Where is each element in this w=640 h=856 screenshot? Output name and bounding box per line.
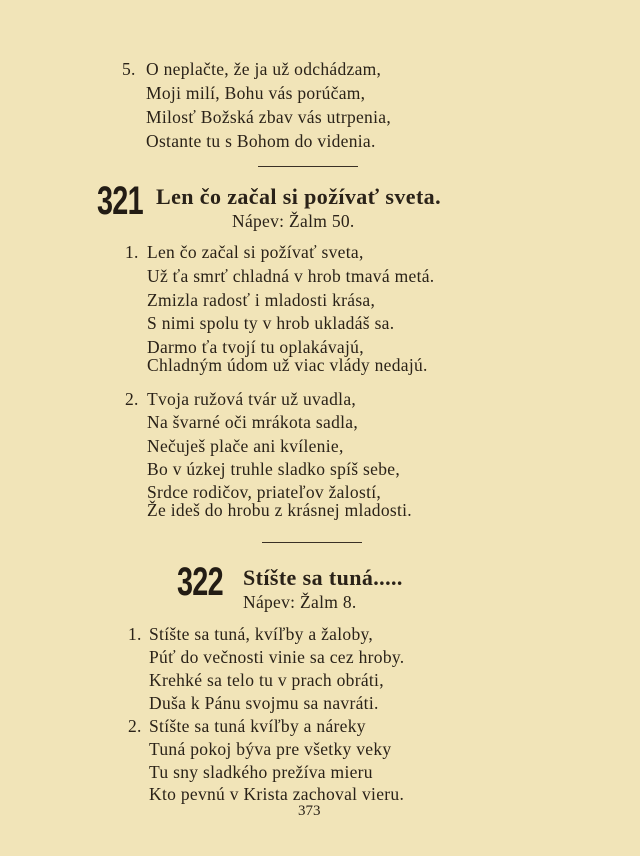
verse-line: Chladným údom už viac vlády nedajú. xyxy=(147,355,428,375)
verse-line: Už ťa smrť chladná v hrob tmavá metá. xyxy=(147,266,435,286)
verse-line: Tvoja ružová tvár už uvadla, xyxy=(147,389,357,409)
verse-line: Tuná pokoj býva pre všetky veky xyxy=(149,739,392,759)
verse-line: Tu sny sladkého prežíva mieru xyxy=(149,762,373,782)
verse-line: Krehké sa telo tu v prach obráti, xyxy=(149,670,384,690)
verse-line: Stíšte sa tuná kvíľby a náreky xyxy=(149,716,366,736)
section-divider xyxy=(262,542,362,543)
melody-note: Nápev: Žalm 8. xyxy=(243,592,357,612)
stanza-number: 1. xyxy=(128,624,142,644)
verse-line: Milosť Božská zbav vás utrpenia, xyxy=(146,107,392,127)
verse-line: Len čo začal si požívať sveta, xyxy=(147,242,364,262)
verse-line: Púť do večnosti vinie sa cez hroby. xyxy=(149,647,405,667)
verse-line: Darmo ťa tvojí tu oplakávajú, xyxy=(147,337,364,357)
song-title: Len čo začal si požívať sveta. xyxy=(156,184,441,209)
verse-line: Stíšte sa tuná, kvíľby a žaloby, xyxy=(149,624,374,644)
song-number: 322 xyxy=(177,560,223,604)
page-number: 373 xyxy=(298,803,321,819)
verse-line: Kto pevnú v Krista zachoval vieru. xyxy=(149,784,405,804)
verse-line: Duša k Pánu svojmu sa navráti. xyxy=(149,693,379,713)
verse-line: Že ideš do hrobu z krásnej mladosti. xyxy=(147,500,412,520)
stanza-number: 5. xyxy=(122,59,136,79)
section-divider xyxy=(258,166,358,167)
verse-line: Na švarné oči mrákota sadla, xyxy=(147,412,359,432)
stanza-number: 2. xyxy=(125,389,139,409)
song-title: Stíšte sa tuná..... xyxy=(243,565,403,590)
verse-line: Zmizla radosť i mladosti krása, xyxy=(147,290,376,310)
verse-line: Bo v úzkej truhle sladko spíš sebe, xyxy=(147,459,401,479)
verse-line: O neplačte, že ja už odchádzam, xyxy=(146,59,382,79)
song-number: 321 xyxy=(97,179,143,223)
verse-line: Nečuješ plače ani kvílenie, xyxy=(147,436,344,456)
melody-note: Nápev: Žalm 50. xyxy=(232,211,355,231)
verse-line: Ostante tu s Bohom do videnia. xyxy=(146,131,376,151)
stanza-number: 1. xyxy=(125,242,139,262)
stanza-number: 2. xyxy=(128,716,142,736)
verse-line: Moji milí, Bohu vás porúčam, xyxy=(146,83,366,103)
verse-line: Srdce rodičov, priateľov žalostí, xyxy=(147,482,382,502)
verse-line: S nimi spolu ty v hrob ukladáš sa. xyxy=(147,313,395,333)
